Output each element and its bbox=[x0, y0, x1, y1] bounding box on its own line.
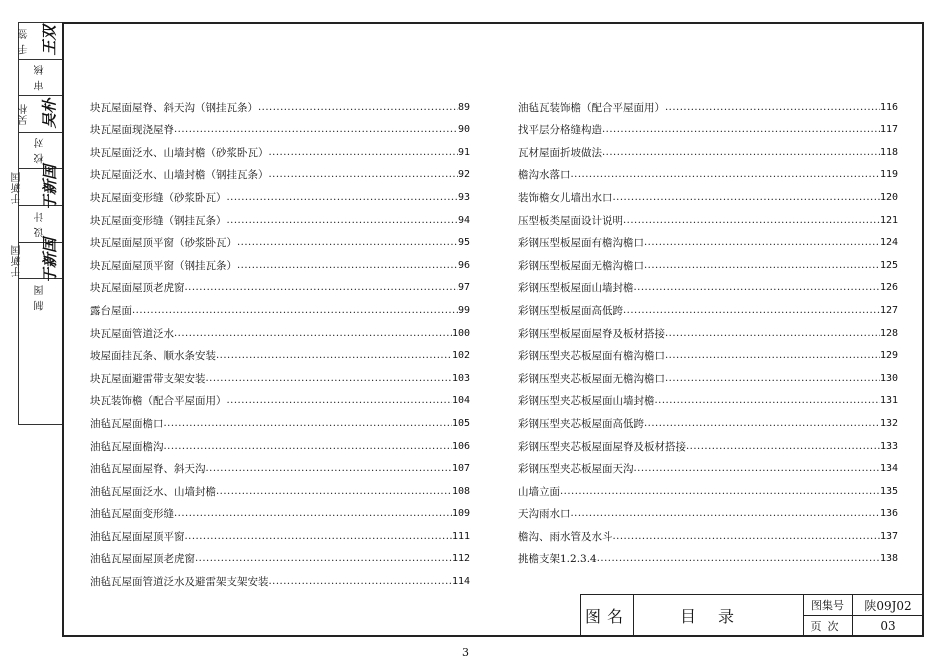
toc-entry-title: 油毡瓦屋面屋顶老虎窗 bbox=[90, 553, 195, 566]
toc-entry-title: 块瓦屋面避雷带支架安装 bbox=[90, 372, 206, 385]
toc-leader-dots bbox=[227, 191, 458, 205]
sidebar-role-label: 于新国 bbox=[11, 243, 23, 277]
toc-entry-page: 126 bbox=[879, 282, 898, 294]
toc-entry bbox=[518, 182, 898, 205]
toc-entry-title: 山墙立面 bbox=[518, 485, 560, 498]
toc-entry bbox=[518, 431, 898, 454]
toc-entry bbox=[90, 137, 470, 160]
sidebar-role-label: 吴朴 bbox=[19, 102, 30, 125]
sidebar-role-label: 制 图 bbox=[35, 284, 46, 311]
toc-entry bbox=[90, 566, 470, 589]
toc-leader-dots bbox=[665, 349, 880, 363]
toc-entry-page: 118 bbox=[879, 146, 898, 158]
toc-leader-dots bbox=[644, 259, 880, 273]
toc-entry-page: 129 bbox=[879, 350, 898, 362]
toc-entry bbox=[518, 92, 898, 115]
toc-entry bbox=[518, 521, 898, 544]
toc-leader-dots bbox=[597, 552, 880, 566]
page-number: 3 bbox=[462, 646, 469, 659]
toc-entry-title: 彩钢压型板屋面有檐沟檐口 bbox=[518, 237, 644, 250]
toc-entry-page: 96 bbox=[457, 259, 470, 271]
toc-entry bbox=[90, 295, 470, 318]
toc-entry-title: 天沟雨水口 bbox=[518, 508, 571, 521]
toc-entry-page: 92 bbox=[457, 169, 470, 181]
toc-entry-page: 97 bbox=[457, 282, 470, 294]
toc-leader-dots bbox=[164, 440, 452, 454]
toc-leader-dots bbox=[602, 146, 880, 160]
toc-entry-page: 132 bbox=[879, 417, 898, 429]
toc-leader-dots bbox=[686, 440, 880, 454]
handwritten-signature: 王双 bbox=[40, 25, 59, 56]
toc-leader-dots bbox=[206, 462, 452, 476]
toc-entry-page: 107 bbox=[451, 463, 470, 475]
toc-entry-title: 瓦材屋面折坡做法 bbox=[518, 146, 602, 159]
toc-entry-page: 127 bbox=[879, 304, 898, 316]
toc-entry-page: 111 bbox=[451, 530, 470, 542]
toc-entry-page: 105 bbox=[451, 417, 470, 429]
toc-leader-dots bbox=[227, 394, 452, 408]
toc-leader-dots bbox=[644, 236, 880, 250]
toc-entry-page: 121 bbox=[879, 214, 898, 226]
toc-leader-dots bbox=[258, 101, 458, 115]
toc-entry bbox=[518, 363, 898, 386]
toc-entry-title: 块瓦屋面屋顶平窗（钢挂瓦条） bbox=[90, 259, 237, 272]
toc-entry-title: 油毡瓦屋面管道泛水及避雷架支架安装 bbox=[90, 576, 269, 589]
toc-entry-title: 油毡瓦屋面变形缝 bbox=[90, 508, 174, 521]
toc-entry bbox=[90, 454, 470, 477]
toc-entry-page: 90 bbox=[457, 124, 470, 136]
toc-leader-dots bbox=[174, 327, 452, 341]
toc-leader-dots bbox=[665, 101, 880, 115]
toc-leader-dots bbox=[613, 530, 880, 544]
sidebar-cell bbox=[19, 133, 62, 170]
toc-leader-dots bbox=[132, 304, 458, 318]
toc-entry bbox=[518, 273, 898, 296]
toc-leader-dots bbox=[623, 304, 880, 318]
toc-leader-dots bbox=[174, 123, 458, 137]
toc-entry-title: 彩钢压型板屋面山墙封檐 bbox=[518, 282, 634, 295]
toc-entry-title: 露台屋面 bbox=[90, 304, 132, 317]
sidebar-cell bbox=[11, 237, 62, 283]
toc-leader-dots bbox=[174, 507, 452, 521]
toc-entry-title: 油毡瓦屋面泛水、山墙封檐 bbox=[90, 485, 216, 498]
toc-entry-page: 133 bbox=[879, 440, 898, 452]
toc-entry-title: 彩钢压型夹芯板屋面屋脊及板材搭接 bbox=[518, 440, 686, 453]
toc-leader-dots bbox=[237, 259, 458, 273]
toc-entry bbox=[90, 205, 470, 228]
sidebar-cell bbox=[19, 96, 62, 133]
toc-entry bbox=[518, 341, 898, 364]
toc-entry-title: 油毡瓦屋面檐口 bbox=[90, 417, 164, 430]
toc-entry-title: 油毡瓦屋面屋顶平窗 bbox=[90, 530, 185, 543]
toc-leader-dots bbox=[571, 168, 880, 182]
page-label: 页次 bbox=[803, 616, 853, 636]
toc-entry-title: 块瓦屋面变形缝（砂浆卧瓦） bbox=[90, 191, 227, 204]
sidebar-role-label: 审 核 bbox=[35, 64, 46, 91]
toc-leader-dots bbox=[613, 191, 880, 205]
title-block bbox=[580, 594, 924, 637]
atlas-number-label: 图集号 bbox=[803, 595, 853, 616]
toc-entry-page: 93 bbox=[457, 191, 470, 203]
toc-leader-dots bbox=[216, 349, 452, 363]
toc-entry-title: 块瓦屋面屋顶平窗（砂浆卧瓦） bbox=[90, 237, 237, 250]
toc-entry bbox=[518, 228, 898, 251]
toc-entry-page: 109 bbox=[451, 508, 470, 520]
toc-entry-title: 装饰檐女儿墙出水口 bbox=[518, 191, 613, 204]
toc-entry-title: 彩钢压型夹芯板屋面天沟 bbox=[518, 463, 634, 476]
toc-entry-title: 块瓦装饰檐（配合平屋面用） bbox=[90, 395, 227, 408]
toc-entry-page: 137 bbox=[879, 530, 898, 542]
toc-entry-title: 块瓦屋面现浇屋脊 bbox=[90, 124, 174, 137]
toc-entry bbox=[518, 386, 898, 409]
toc-entry-page: 124 bbox=[879, 237, 898, 249]
toc-entry-page: 120 bbox=[879, 191, 898, 203]
toc-entry bbox=[90, 408, 470, 431]
toc-entry bbox=[518, 160, 898, 183]
signature-sidebar bbox=[11, 22, 62, 425]
toc-leader-dots bbox=[269, 146, 458, 160]
sidebar-role-label: 手 签 bbox=[19, 27, 30, 54]
toc-entry-page: 106 bbox=[451, 440, 470, 452]
toc-leader-dots bbox=[634, 281, 880, 295]
toc-entry bbox=[90, 476, 470, 499]
sidebar-cell bbox=[19, 279, 62, 316]
toc-entry bbox=[518, 408, 898, 431]
sidebar-cell bbox=[19, 60, 62, 97]
toc-entry-page: 130 bbox=[879, 372, 898, 384]
toc-entry bbox=[518, 115, 898, 138]
toc-entry bbox=[90, 544, 470, 567]
toc-leader-dots bbox=[206, 372, 452, 386]
toc-entry-page: 135 bbox=[879, 485, 898, 497]
toc-leader-dots bbox=[560, 485, 880, 499]
toc-entry bbox=[90, 318, 470, 341]
sidebar-role-label: 设 计 bbox=[35, 210, 46, 237]
toc-leader-dots bbox=[571, 507, 880, 521]
toc-entry bbox=[90, 228, 470, 251]
toc-leader-dots bbox=[227, 214, 458, 228]
toc-leader-dots bbox=[195, 552, 452, 566]
drawing-title: 目录 bbox=[633, 595, 804, 636]
sidebar-cell bbox=[19, 23, 62, 60]
toc-leader-dots bbox=[634, 462, 880, 476]
toc-entry-page: 116 bbox=[879, 101, 898, 113]
toc-entry-title: 块瓦屋面变形缝（钢挂瓦条） bbox=[90, 214, 227, 227]
toc-entry-page: 89 bbox=[457, 101, 470, 113]
toc-entry-page: 94 bbox=[457, 214, 470, 226]
toc-leader-dots bbox=[665, 327, 880, 341]
toc-entry bbox=[518, 295, 898, 318]
handwritten-signature: 于新国 bbox=[40, 164, 59, 210]
toc-entry bbox=[90, 521, 470, 544]
toc-entry-page: 91 bbox=[457, 146, 470, 158]
toc-entry bbox=[90, 363, 470, 386]
toc-entry bbox=[518, 544, 898, 567]
toc-entry-page: 104 bbox=[451, 395, 470, 407]
toc-entry-page: 99 bbox=[457, 304, 470, 316]
toc-entry-title: 块瓦屋面泛水、山墙封檐（钢挂瓦条） bbox=[90, 169, 269, 182]
toc-entry bbox=[518, 137, 898, 160]
sidebar-role-label: 于新国 bbox=[11, 170, 23, 204]
toc-left-column bbox=[90, 92, 470, 589]
toc-leader-dots bbox=[269, 168, 458, 182]
toc-leader-dots bbox=[655, 394, 880, 408]
toc-leader-dots bbox=[164, 417, 452, 431]
toc-entry bbox=[90, 160, 470, 183]
toc-entry-title: 块瓦屋面屋脊、斜天沟（钢挂瓦条） bbox=[90, 101, 258, 114]
handwritten-signature: 吴朴 bbox=[40, 98, 59, 129]
toc-leader-dots bbox=[185, 281, 458, 295]
toc-entry bbox=[90, 341, 470, 364]
toc-entry-page: 100 bbox=[451, 327, 470, 339]
toc-entry-title: 油毡瓦屋面檐沟 bbox=[90, 440, 164, 453]
toc-entry-page: 112 bbox=[451, 553, 470, 565]
toc-entry-title: 找平层分格缝构造 bbox=[518, 124, 602, 137]
toc-leader-dots bbox=[237, 236, 458, 250]
toc-entry-title: 坡屋面挂瓦条、顺水条安装 bbox=[90, 350, 216, 363]
toc-entry bbox=[90, 499, 470, 522]
toc-leader-dots bbox=[602, 123, 880, 137]
toc-leader-dots bbox=[623, 214, 880, 228]
toc-entry-page: 131 bbox=[879, 395, 898, 407]
toc-entry bbox=[518, 454, 898, 477]
toc-entry-page: 136 bbox=[879, 508, 898, 520]
toc-entry-title: 块瓦屋面泛水、山墙封檐（砂浆卧瓦） bbox=[90, 146, 269, 159]
toc-leader-dots bbox=[185, 530, 452, 544]
sidebar-role-label: 校 对 bbox=[35, 137, 46, 164]
toc-entry bbox=[90, 431, 470, 454]
toc-entry-title: 彩钢压型板屋面屋脊及板材搭接 bbox=[518, 327, 665, 340]
toc-entry-page: 125 bbox=[879, 259, 898, 271]
toc-leader-dots bbox=[665, 372, 880, 386]
toc-entry-title: 檐沟、雨水管及水斗 bbox=[518, 530, 613, 543]
toc-leader-dots bbox=[644, 417, 880, 431]
toc-entry bbox=[90, 115, 470, 138]
toc-leader-dots bbox=[216, 485, 452, 499]
toc-entry bbox=[518, 499, 898, 522]
sidebar-cell bbox=[11, 164, 62, 210]
toc-entry-title: 彩钢压型夹芯板屋面有檐沟檐口 bbox=[518, 350, 665, 363]
toc-entry-page: 95 bbox=[457, 237, 470, 249]
toc-entry-title: 压型板类屋面设计说明 bbox=[518, 214, 623, 227]
toc-entry bbox=[90, 386, 470, 409]
toc-entry-page: 128 bbox=[879, 327, 898, 339]
toc-entry bbox=[90, 182, 470, 205]
toc-entry-page: 103 bbox=[451, 372, 470, 384]
toc-entry bbox=[518, 205, 898, 228]
toc-entry bbox=[518, 250, 898, 273]
toc-entry-page: 102 bbox=[451, 350, 470, 362]
toc-entry-title: 块瓦屋面管道泛水 bbox=[90, 327, 174, 340]
toc-entry-title: 檐沟水落口 bbox=[518, 169, 571, 182]
toc-entry-title: 油毡瓦屋面屋脊、斜天沟 bbox=[90, 463, 206, 476]
toc-entry bbox=[90, 250, 470, 273]
toc-entry-title: 挑檐支架1.2.3.4 bbox=[518, 553, 597, 566]
toc-right-column bbox=[518, 92, 898, 566]
toc-entry-title: 彩钢压型夹芯板屋面无檐沟檐口 bbox=[518, 372, 665, 385]
page-value: 03 bbox=[880, 619, 896, 633]
toc-entry-title: 彩钢压型板屋面高低跨 bbox=[518, 304, 623, 317]
toc-leader-dots bbox=[269, 575, 452, 589]
toc-entry-page: 138 bbox=[879, 553, 898, 565]
toc-entry-page: 134 bbox=[879, 463, 898, 475]
toc-entry-title: 彩钢压型夹芯板屋面山墙封檐 bbox=[518, 395, 655, 408]
drawing-name-label: 图名 bbox=[581, 595, 634, 636]
toc-entry bbox=[90, 92, 470, 115]
toc-entry-page: 119 bbox=[879, 169, 898, 181]
handwritten-signature: 于新国 bbox=[40, 237, 59, 283]
toc-entry bbox=[90, 273, 470, 296]
toc-entry bbox=[518, 476, 898, 499]
toc-entry bbox=[518, 318, 898, 341]
toc-entry-title: 彩钢压型板屋面无檐沟檐口 bbox=[518, 259, 644, 272]
toc-entry-page: 114 bbox=[451, 576, 470, 588]
atlas-number-value: 陕09J02 bbox=[853, 595, 923, 616]
toc-entry-title: 彩钢压型夹芯板屋面高低跨 bbox=[518, 417, 644, 430]
toc-entry-page: 117 bbox=[879, 124, 898, 136]
toc-entry-title: 油毡瓦装饰檐（配合平屋面用） bbox=[518, 101, 665, 114]
toc-entry-title: 块瓦屋面屋顶老虎窗 bbox=[90, 282, 185, 295]
toc-entry-page: 108 bbox=[451, 485, 470, 497]
